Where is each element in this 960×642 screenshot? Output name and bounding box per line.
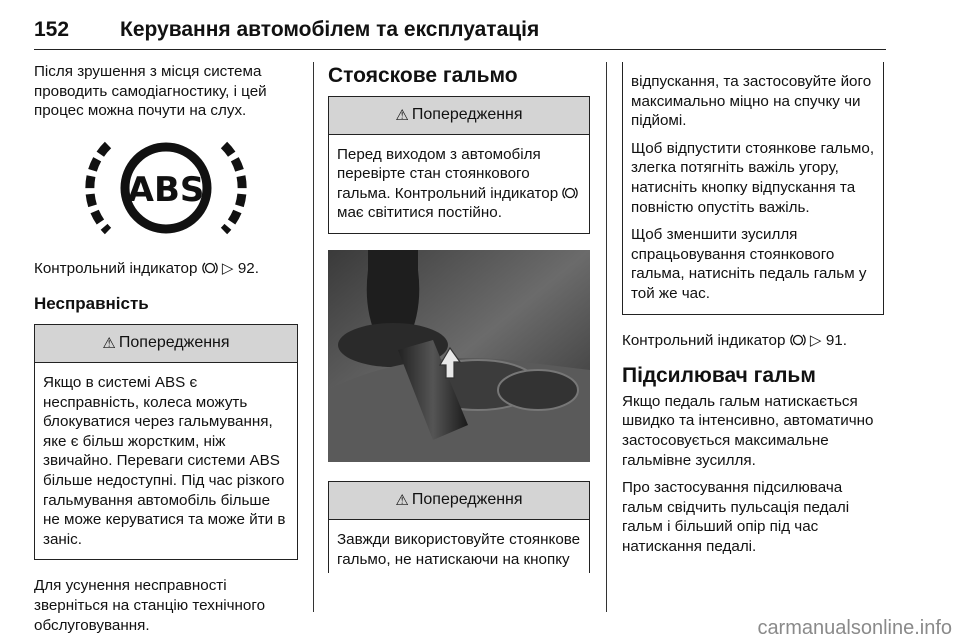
warning-box-parking-2 [328,481,590,573]
column-divider-2 [606,62,607,612]
release-instructions: Щоб відпустити стоянкове гальмо, злегка потягніть важіль угору, натисніть кнопку відпускання та повністю опустіть важіль. [631,139,875,216]
warning-box-body [35,363,297,559]
parking-brake-indicator-icon [790,333,806,347]
page-reference-arrow-icon: ▷ [221,259,234,277]
abs-indicator-icon [66,133,266,243]
page-title: Керування автомобілем та експлуатація [120,18,540,41]
warning-text: Завжди використовуйте стоянкове гальмо, не натискаючи на кнопку [337,530,581,568]
warning-box-body [329,135,589,233]
warning-text-continued: відпускання, та застосовуйте його максимально міцно на спучку чи підйомі. [631,73,872,130]
warning-triangle-icon: ⚠ [395,492,409,510]
parking-brake-indicator-icon [562,186,578,200]
column-divider-1 [313,62,314,612]
page-header [34,0,886,50]
warning-box-body [329,520,589,573]
abs-small-icon [202,261,218,275]
abs-warning-figure [34,133,298,243]
page-reference-arrow-icon: ▷ [809,331,822,349]
parking-indicator-ref: Контрольний індикатор ▷ 91. [622,331,847,349]
warning-text: Якщо в системі ABS є несправність, колеса можуть блокуватися через гальмування, яке є більш жорстким, ніж звичайно. Переваги системи ABS більше недоступні. Під час різкого гальмування автомобіль більше не може керуватися та може йти в заніс. [43,373,286,548]
warning-triangle-icon: ⚠ [395,107,409,125]
warning-box-parking-1 [328,96,590,234]
parking-brake-heading: Стояскове гальмо [328,64,518,87]
brake-booster-heading: Підсилювач гальм [622,364,816,388]
column-1 [34,62,298,635]
page-number: 152 [34,18,70,41]
warning-box-body [623,62,883,314]
booster-paragraph-2: Про застосування підсилювача гальм свідчить пульсація педалі гальм і більший опір під час натискання педалі. [622,479,850,555]
warning-box-header: ⚠ Попередження [329,482,589,520]
booster-paragraph-1: Якщо педаль гальм натискається швидко та інтенсивно, автоматично застосовується максимальне гальмівне зусилля. [622,392,874,469]
abs-indicator-ref: Контрольний індикатор ▷ 92. [34,259,259,277]
fault-heading: Несправність [34,294,149,314]
parking-brake-lever-photo [328,250,590,462]
intro-paragraph: Після зрушення з місця система проводить самодіагностику, і цей процес можна почути на слух. [34,63,267,120]
warning-triangle-icon: ⚠ [102,335,116,353]
column-3 [622,62,884,556]
reduce-force-instructions: Щоб зменшити зусилля спрацьовування стоянкового гальма, натисніть педаль гальм у той же час. [631,226,867,302]
warning-box-parking-2-continued [622,62,884,315]
fix-paragraph: Для усунення несправності зверніться на станцію технічного обслуговування. [34,577,266,634]
warning-text: Перед виходом з автомобіля перевірте стан стоянкового гальма. Контрольний індикатор має світитися постійно. [337,145,581,223]
warning-box-header: ⚠ Попередження [35,325,297,363]
watermark: carmanualsonline.info [757,617,952,639]
abs-icon-label: ABS [127,169,205,210]
column-2 [328,62,590,573]
warning-box-abs [34,324,298,560]
warning-box-header: ⚠ Попередження [329,97,589,135]
